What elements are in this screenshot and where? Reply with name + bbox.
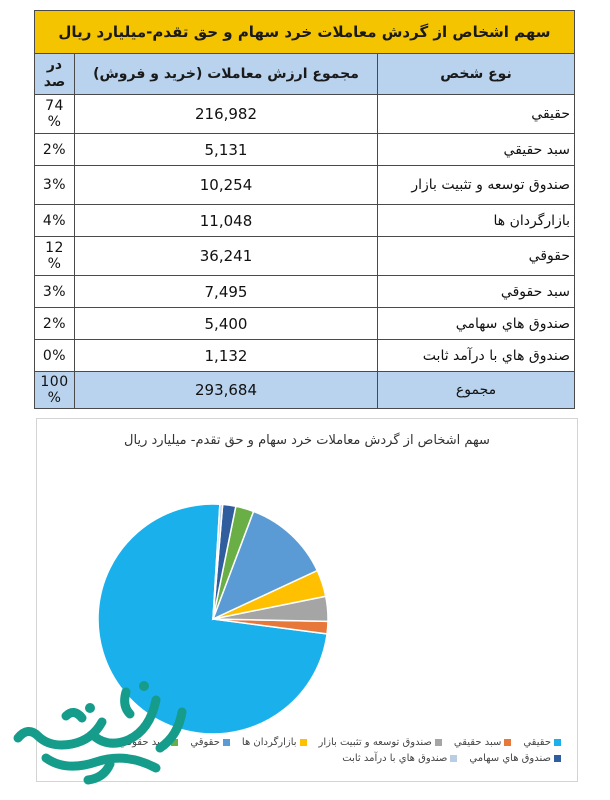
header-type: نوع شخص: [378, 54, 575, 95]
cell-percent: 4%: [35, 205, 75, 237]
legend-label: سبد حقوقي: [119, 737, 169, 748]
legend-item: [242, 737, 307, 749]
cell-value: 5,131: [75, 134, 378, 166]
legend-swatch: [450, 755, 457, 762]
cell-type: سبد حقوقي: [378, 276, 575, 308]
cell-type: صندوق هاي سهامي: [378, 308, 575, 340]
legend-swatch: [554, 739, 561, 746]
table-row: [35, 205, 575, 237]
legend-swatch: [435, 739, 442, 746]
legend-swatch: [223, 739, 230, 746]
legend-label: صندوق هاي سهامي: [469, 752, 551, 764]
cell-type: حقوقي: [378, 237, 575, 276]
cell-percent: 3%: [35, 276, 75, 308]
table-row: [35, 308, 575, 340]
table-row: [35, 340, 575, 372]
cell-percent: 3%: [35, 166, 75, 205]
watermark-logo: [6, 672, 216, 792]
legend-label: حقوقي: [190, 737, 220, 748]
header-value: مجموع ارزش معاملات (خرید و فروش): [75, 54, 378, 95]
legend-label: بازارگردان ها: [241, 737, 297, 748]
table-total-row: [35, 372, 575, 409]
table-row: [35, 134, 575, 166]
table-row: [35, 237, 575, 276]
legend-swatch: [300, 739, 307, 746]
cell-percent: 2%: [35, 308, 75, 340]
cell-type: صندوق توسعه و تثبيت بازار: [378, 166, 575, 205]
cell-value: 7,495: [75, 276, 378, 308]
legend-item: [319, 737, 442, 749]
cell-value: 5,400: [75, 308, 378, 340]
table-title: سهم اشخاص از گردش معاملات خرد سهام و حق تقدم-میلیارد ریال: [35, 11, 575, 54]
cell-type: صندوق هاي با درآمد ثابت: [378, 340, 575, 372]
cell-type: سبد حقيقي: [378, 134, 575, 166]
legend-label: حقيقي: [523, 737, 551, 748]
cell-value: 1,132: [75, 340, 378, 372]
cell-type: حقيقي: [378, 95, 575, 134]
cell-percent: 74 %: [35, 95, 75, 134]
total-label: مجموع: [378, 372, 575, 409]
cell-percent: 12 %: [35, 237, 75, 276]
legend-item: [469, 753, 561, 765]
cell-percent: 2%: [35, 134, 75, 166]
chart-title: سهم اشخاص از گردش معاملات خرد سهام و حق تقدم- میلیارد ریال: [124, 433, 490, 448]
legend-swatch: [554, 755, 561, 762]
table-row: [35, 166, 575, 205]
table-row: [35, 276, 575, 308]
legend-item: [523, 737, 561, 749]
cell-percent: 0%: [35, 340, 75, 372]
cell-value: 11,048: [75, 205, 378, 237]
cell-value: 10,254: [75, 166, 378, 205]
legend-item: [454, 737, 511, 749]
header-percent: در صد: [35, 54, 75, 95]
legend-swatch: [504, 739, 511, 746]
legend-label: سبد حقيقي: [453, 737, 502, 748]
legend-label: صندوق توسعه و تثبيت بازار: [318, 737, 432, 748]
legend-label: صندوق هاي با درآمد ثابت: [342, 752, 448, 764]
total-value: 293,684: [75, 372, 378, 409]
legend-item: [342, 753, 457, 765]
cell-value: 216,982: [75, 95, 378, 134]
cell-type: بازارگردان ها: [378, 205, 575, 237]
table-row: [35, 95, 575, 134]
cell-value: 36,241: [75, 237, 378, 276]
share-table: [34, 10, 575, 409]
total-percent: 100 %: [35, 372, 75, 409]
